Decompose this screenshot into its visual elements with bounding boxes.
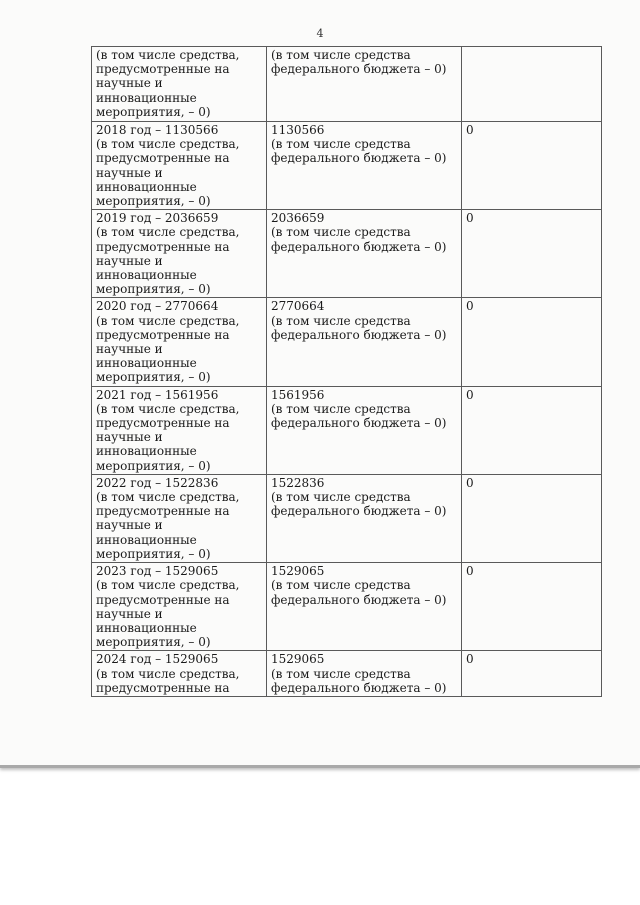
federal-budget-cell (267, 298, 462, 386)
cell-text-line: федерального бюджета – 0) (271, 327, 447, 342)
federal-budget-cell (267, 210, 462, 298)
federal-budget-cell (267, 386, 462, 474)
cell-text-line: научные и (96, 430, 163, 445)
cell-text-line: мероприятия, – 0) (96, 104, 211, 119)
cell-text-line: инновационные (96, 356, 197, 371)
cell-text-line: 1561956 (271, 387, 325, 402)
table-row (92, 386, 602, 474)
cell-text-line: мероприятия, – 0) (96, 635, 211, 650)
federal-budget-cell (267, 563, 462, 651)
table-row (92, 122, 602, 210)
cell-text-line: 0 (466, 652, 474, 667)
cell-text-line: предусмотренные на (96, 680, 230, 695)
cell-text-line: (в том числе средства (271, 225, 411, 240)
cell-text-line: 0 (466, 299, 474, 314)
cell-text-line: мероприятия, – 0) (96, 458, 211, 473)
cell-text-line: федерального бюджета – 0) (271, 62, 447, 77)
cell-text-line: (в том числе средства (271, 401, 411, 416)
cell-text-line: предусмотренные на (96, 504, 230, 519)
cell-text-line: предусмотренные на (96, 151, 230, 166)
cell-text-line: (в том числе средства, (96, 666, 240, 681)
cell-text-line: научные и (96, 76, 163, 91)
cell-text-line: инновационные (96, 532, 197, 547)
cell-text-line: 2021 год – 1561956 (96, 387, 219, 402)
table-row (92, 298, 602, 386)
cell-text-line: (в том числе средства (271, 490, 411, 505)
total-cell (92, 122, 267, 210)
cell-text-line: федерального бюджета – 0) (271, 504, 447, 519)
cell-text-line: 0 (466, 123, 474, 137)
cell-text-line: 2024 год – 1529065 (96, 652, 219, 667)
cell-text-line: предусмотренные на (96, 62, 230, 77)
cell-text-line: 1529065 (271, 564, 325, 579)
cell-text-line: инновационные (96, 179, 197, 194)
cell-text-line: инновационные (96, 90, 197, 105)
cell-text-line: 0 (466, 211, 474, 226)
cell-text-line: 2036659 (271, 211, 325, 226)
cell-text-line: мероприятия, – 0) (96, 546, 211, 561)
cell-text-line: (в том числе средства, (96, 313, 240, 328)
table-row (92, 474, 602, 562)
budget-table (91, 46, 602, 697)
cell-text-line: предусмотренные на (96, 592, 230, 607)
total-cell (92, 474, 267, 562)
federal-budget-cell (267, 474, 462, 562)
total-cell (92, 298, 267, 386)
cell-text-line: 0 (466, 475, 474, 490)
cell-text-line: научные и (96, 606, 163, 621)
cell-text-line: федерального бюджета – 0) (271, 239, 447, 254)
cell-text-line: научные и (96, 165, 163, 180)
cell-text-line: предусмотренные на (96, 416, 230, 431)
other-sources-cell (462, 386, 602, 474)
table-row (92, 563, 602, 651)
cell-text-line: (в том числе средства, (96, 48, 240, 62)
page-number: 4 (316, 27, 324, 40)
cell-text-line: научные и (96, 253, 163, 268)
cell-text-line: 2770664 (271, 299, 325, 314)
other-sources-cell (462, 298, 602, 386)
cell-text-line: инновационные (96, 620, 197, 635)
cell-text-line: 1522836 (271, 475, 325, 490)
other-sources-cell (462, 474, 602, 562)
total-cell (92, 563, 267, 651)
table-row (92, 651, 602, 697)
total-cell (92, 651, 267, 697)
cell-text-line: (в том числе средства (271, 313, 411, 328)
cell-text-line: (в том числе средства, (96, 490, 240, 505)
table-row (92, 210, 602, 298)
cell-text-line: инновационные (96, 444, 197, 459)
budget-table-body (92, 47, 602, 697)
cell-text-line: федерального бюджета – 0) (271, 680, 447, 695)
cell-text-line: (в том числе средства, (96, 578, 240, 593)
cell-text-line: (в том числе средства, (96, 137, 240, 152)
cell-text-line: 1529065 (271, 652, 325, 667)
cell-text-line: 2018 год – 1130566 (96, 123, 219, 137)
cell-text-line: (в том числе средства (271, 137, 411, 152)
cell-text-line: 0 (466, 564, 474, 579)
cell-text-line: (в том числе средства (271, 578, 411, 593)
cell-text-line: предусмотренные на (96, 327, 230, 342)
cell-text-line: предусмотренные на (96, 239, 230, 254)
total-cell (92, 210, 267, 298)
other-sources-cell (462, 122, 602, 210)
cell-text-line: 2020 год – 2770664 (96, 299, 219, 314)
cell-text-line: 2022 год – 1522836 (96, 475, 219, 490)
cell-text-line: 1130566 (271, 123, 325, 137)
cell-text-line: федерального бюджета – 0) (271, 416, 447, 431)
cell-text-line: (в том числе средства, (96, 225, 240, 240)
cell-text-line: научные и (96, 342, 163, 357)
cell-text-line: научные и (96, 518, 163, 533)
cell-text-line: федерального бюджета – 0) (271, 592, 447, 607)
other-sources-cell (462, 210, 602, 298)
cell-text-line: федерального бюджета – 0) (271, 151, 447, 166)
cell-text-line: (в том числе средства (271, 666, 411, 681)
cell-text-line: мероприятия, – 0) (96, 194, 211, 209)
cell-text-line: (в том числе средства (271, 48, 411, 62)
cell-text-line: мероприятия, – 0) (96, 370, 211, 385)
cell-text-line: 0 (466, 387, 474, 402)
cell-text-line: инновационные (96, 268, 197, 283)
cell-text-line: 2019 год – 2036659 (96, 211, 219, 226)
cell-text-line: мероприятия, – 0) (96, 282, 211, 297)
table-row (92, 47, 602, 122)
total-cell (92, 47, 267, 122)
total-cell (92, 386, 267, 474)
other-sources-cell (462, 47, 602, 122)
other-sources-cell (462, 651, 602, 697)
federal-budget-cell (267, 47, 462, 122)
other-sources-cell (462, 563, 602, 651)
cell-text-line: 2023 год – 1529065 (96, 564, 219, 579)
cell-text-line: (в том числе средства, (96, 401, 240, 416)
federal-budget-cell (267, 122, 462, 210)
federal-budget-cell (267, 651, 462, 697)
